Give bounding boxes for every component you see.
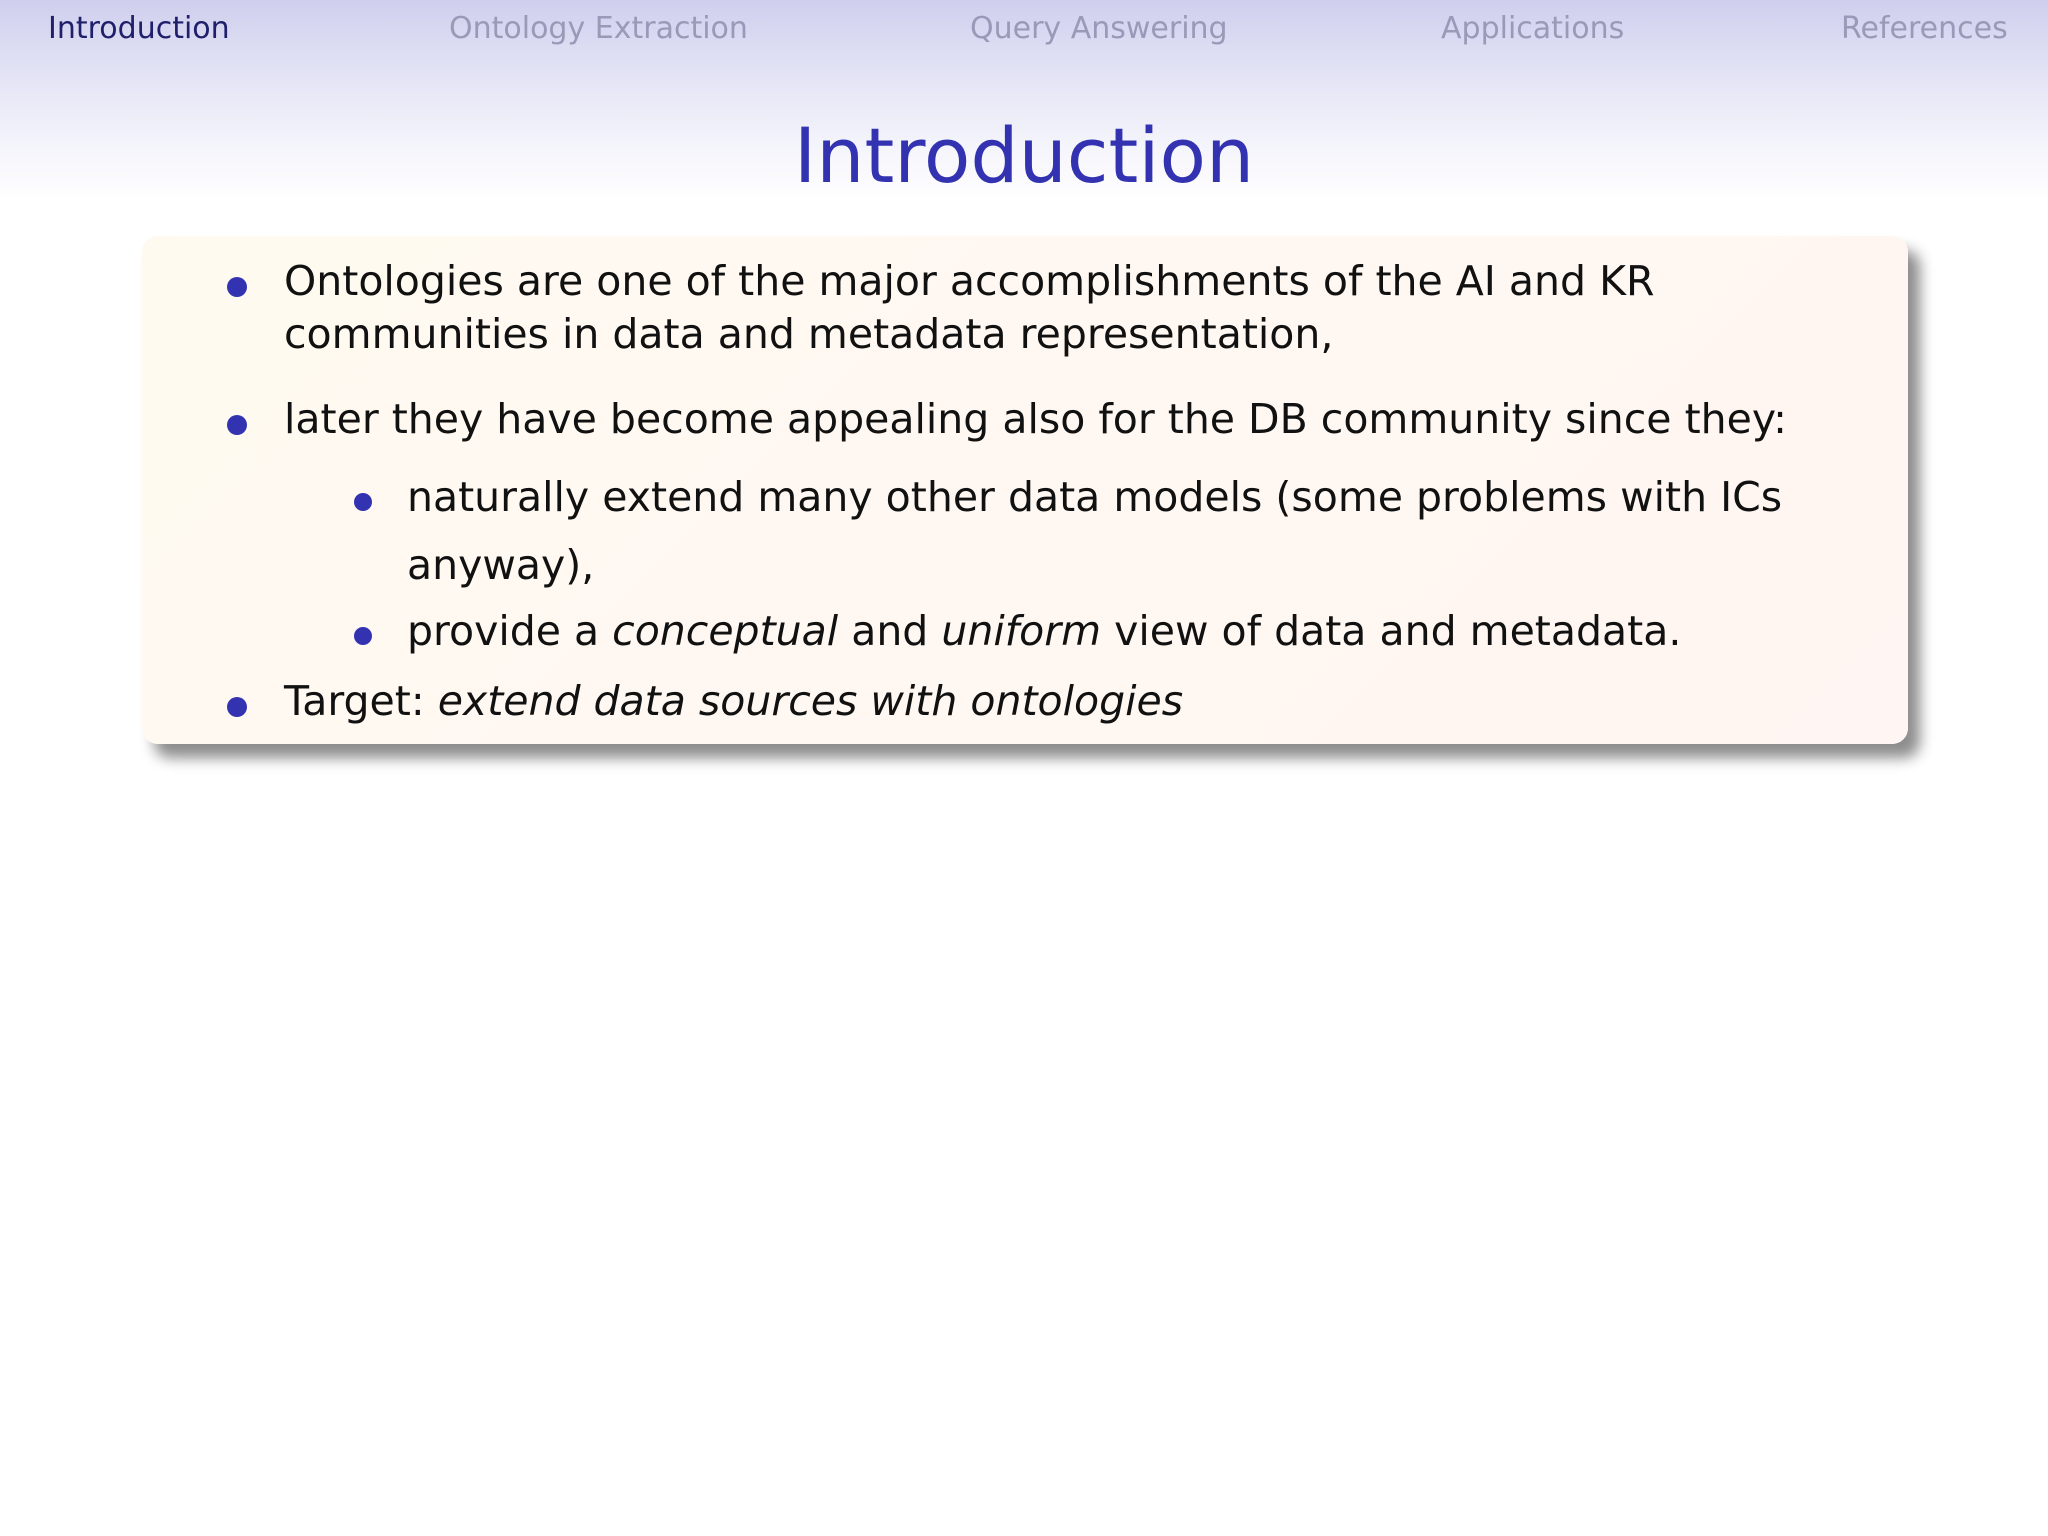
nav-item-query-answering[interactable]: Query Answering xyxy=(970,11,1228,46)
bullet-text-line: communities in data and metadata representation, xyxy=(284,310,1334,358)
bullet-icon xyxy=(227,697,247,717)
nav-item-references[interactable]: References xyxy=(1841,11,2008,46)
text-segment: and xyxy=(838,607,942,655)
nav-item-ontology-extraction[interactable]: Ontology Extraction xyxy=(449,11,748,46)
slide-title: Introduction xyxy=(793,111,1255,200)
bullet-icon xyxy=(227,415,247,435)
emphasis-conceptual: conceptual xyxy=(612,607,839,655)
bullet-icon xyxy=(354,627,372,645)
bullet-text-line xyxy=(284,674,1183,728)
text-segment: view of data and metadata. xyxy=(1101,607,1682,655)
target-emphasis: extend data sources with ontologies xyxy=(437,677,1184,725)
bullet-icon xyxy=(227,277,247,297)
nav-item-applications[interactable]: Applications xyxy=(1441,11,1625,46)
emphasis-uniform: uniform xyxy=(941,607,1102,655)
bullet-text-line: Ontologies are one of the major accomplishments of the AI and KR xyxy=(284,257,1655,305)
section-navigation xyxy=(0,0,2048,58)
bullet-text-line: anyway), xyxy=(407,541,595,589)
bullet-text-line: naturally extend many other data models (some problems with ICs xyxy=(407,473,1783,521)
target-label: Target: xyxy=(284,677,438,725)
nav-item-introduction[interactable]: Introduction xyxy=(48,11,230,46)
bullet-text-line: later they have become appealing also for the DB community since they: xyxy=(284,395,1787,443)
bullet-text-line xyxy=(407,604,1681,658)
text-segment: provide a xyxy=(407,607,613,655)
bullet-icon xyxy=(354,493,372,511)
content-block xyxy=(142,236,1908,744)
